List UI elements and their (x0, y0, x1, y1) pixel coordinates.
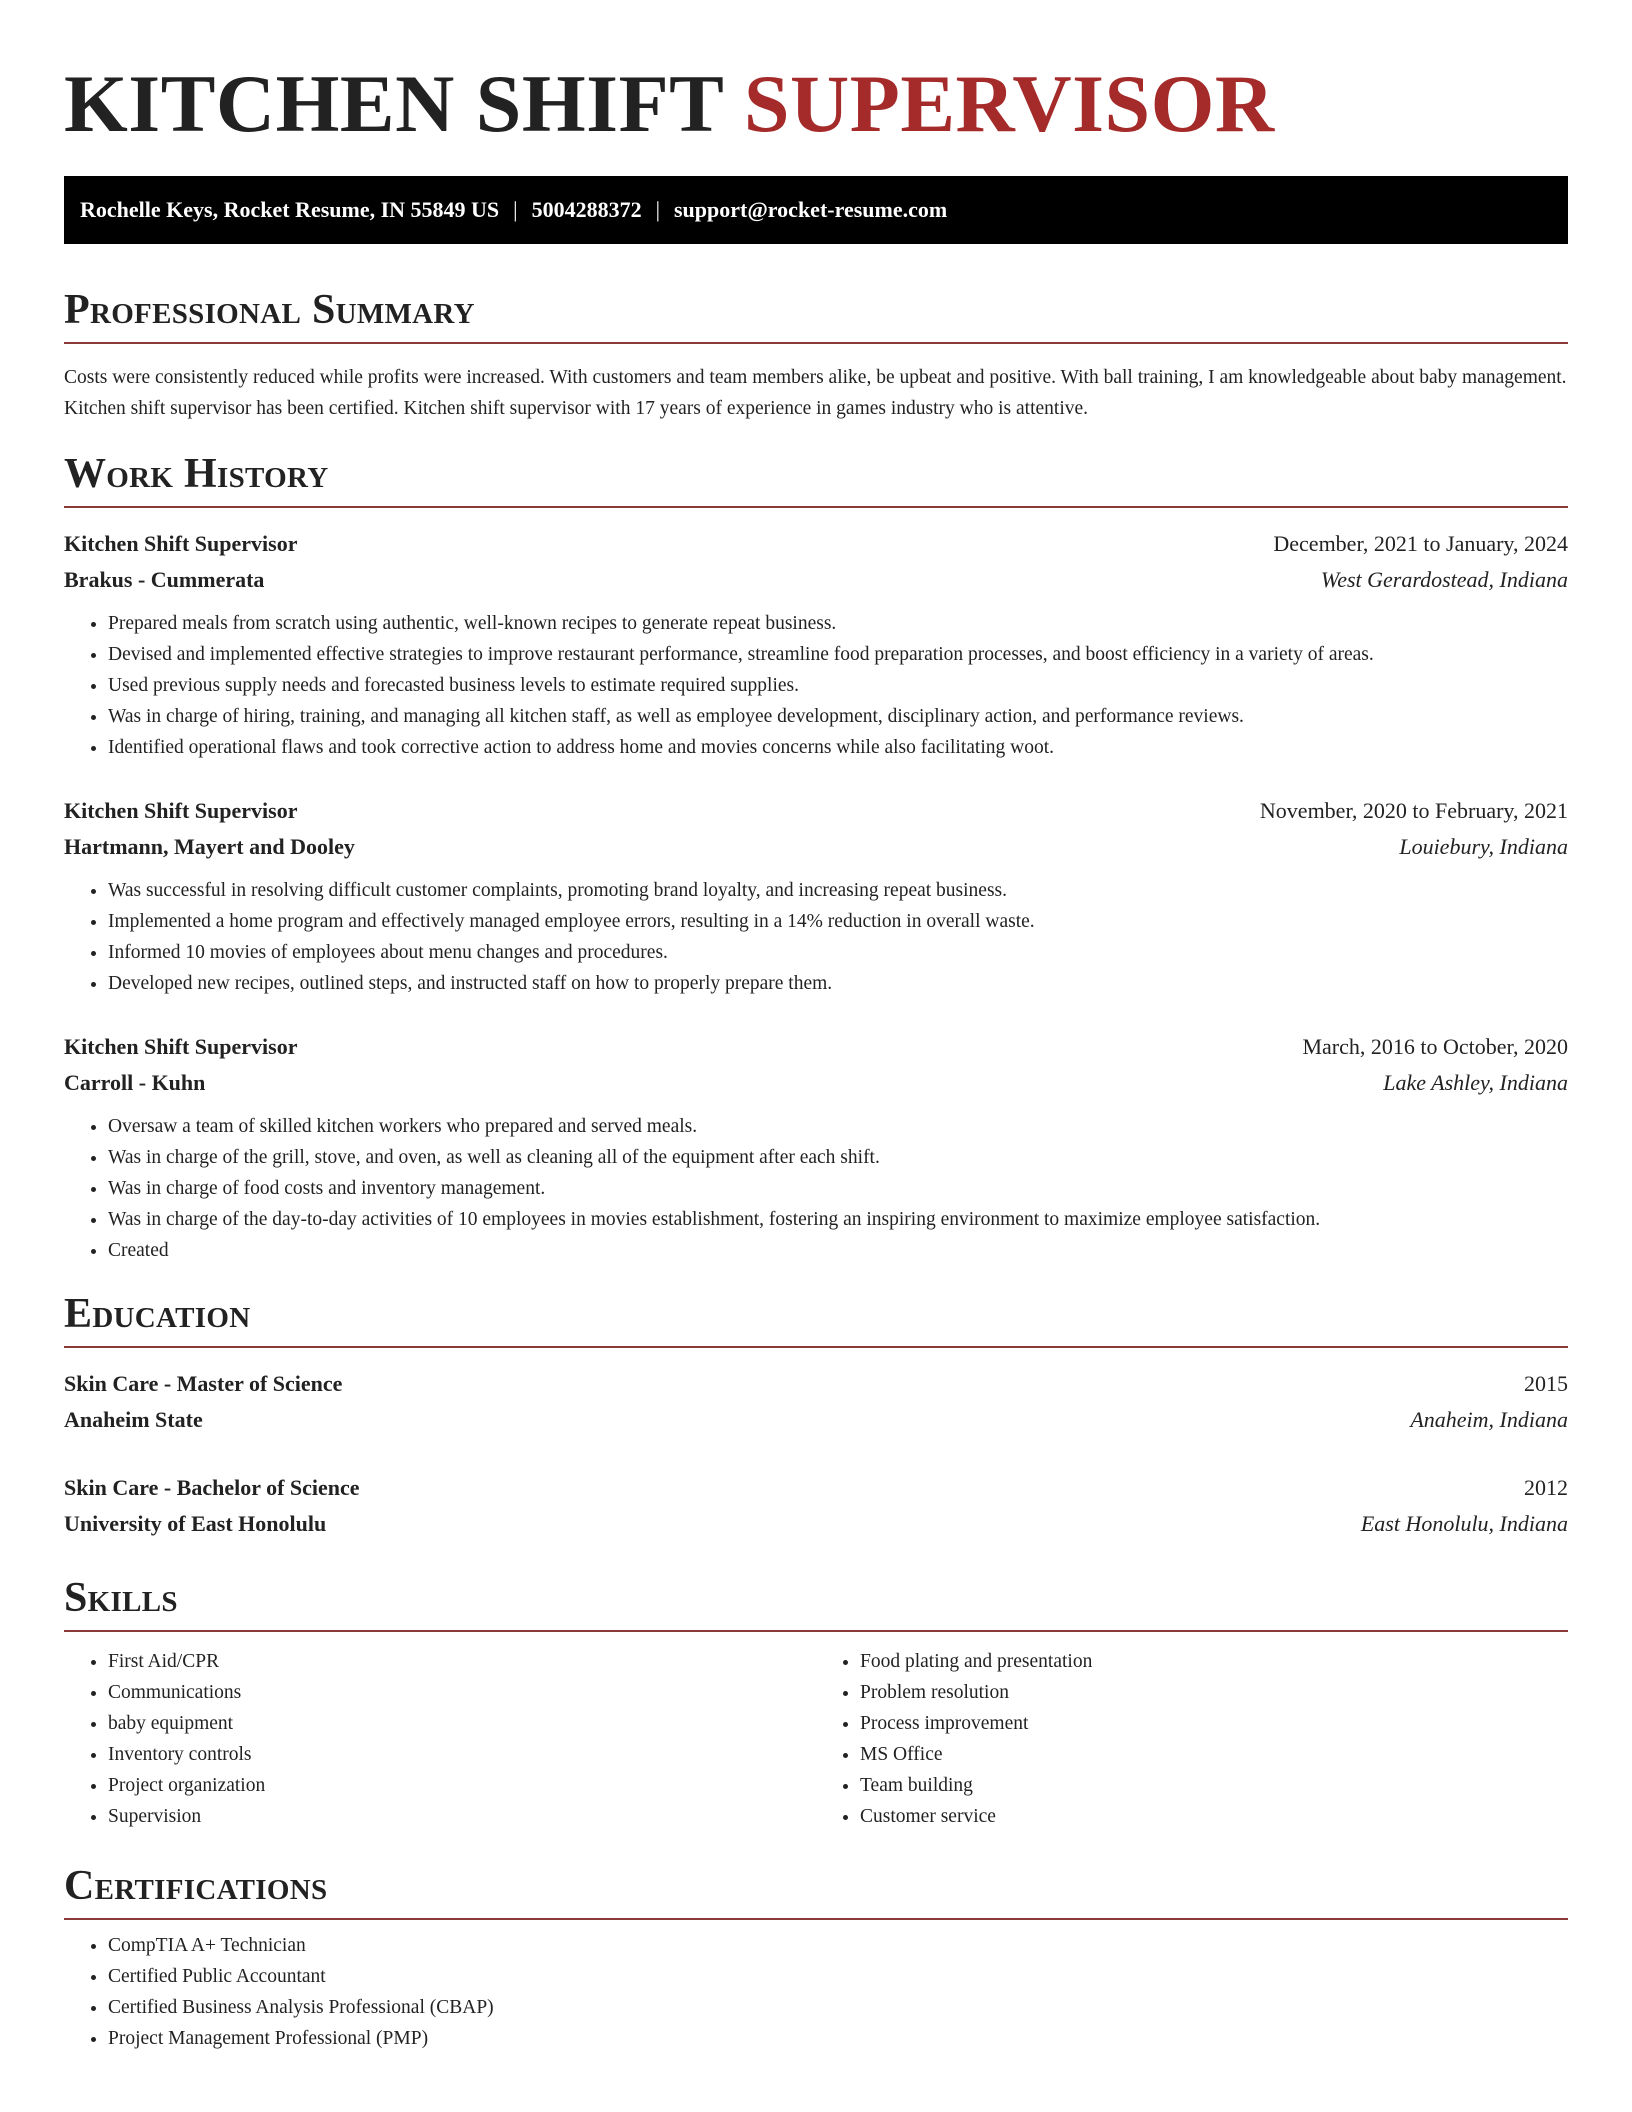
list-item: • Was in charge of food costs and inventory management. (108, 1173, 1568, 1204)
school-location: East Honolulu, Indiana (1360, 1511, 1568, 1536)
contact-email[interactable]: support@rocket-resume.com (673, 197, 948, 222)
work-history-heading: Work History (64, 451, 329, 497)
certifications-heading: Certifications (64, 1863, 328, 1909)
list-item: • Created (108, 1235, 1568, 1266)
skills-heading: Skills (64, 1575, 178, 1621)
contact-separator: | (513, 197, 518, 222)
skill-item: • Customer service (860, 1801, 1568, 1832)
skill-item: • Process improvement (860, 1708, 1568, 1739)
section-divider (64, 1918, 1568, 1920)
contact-address: Rochelle Keys, Rocket Resume, IN 55849 US (80, 197, 500, 222)
education-entry (64, 1470, 1568, 1542)
school-location: Anaheim, Indiana (1410, 1407, 1568, 1432)
certification-item: • Certified Public Accountant (108, 1961, 1568, 1992)
contact-separator: | (655, 197, 660, 222)
list-item: • Identified operational flaws and took corrective action to address home and movies concerns while also facilitating woot. (108, 732, 1568, 763)
graduation-year: 2015 (1524, 1371, 1568, 1396)
list-item: • Used previous supply needs and forecasted business levels to estimate required supplies. (108, 670, 1568, 701)
job-company-row (64, 1065, 1568, 1101)
contact-phone: 5004288372 (531, 197, 642, 222)
section-divider (64, 1630, 1568, 1632)
list-item: • Was in charge of the day-to-day activities of 10 employees in movies establishment, fostering an inspiring environment to maximize employee satisfaction. (108, 1204, 1568, 1235)
skills-section (64, 1574, 1568, 1832)
skill-item: • Problem resolution (860, 1677, 1568, 1708)
resume-page (64, 0, 1568, 2054)
education-section (64, 1290, 1568, 1542)
job-entry (64, 526, 1568, 763)
job-company: Hartmann, Mayert and Dooley (64, 834, 355, 859)
list-item: • Was successful in resolving difficult customer complaints, promoting brand loyalty, and increasing repeat business. (108, 875, 1568, 906)
education-entry (64, 1366, 1568, 1438)
skill-item: • Food plating and presentation (860, 1646, 1568, 1677)
list-item: • Oversaw a team of skilled kitchen workers who prepared and served meals. (108, 1111, 1568, 1142)
job-dates: December, 2021 to January, 2024 (1273, 531, 1568, 556)
list-item: • Was in charge of the grill, stove, and oven, as well as cleaning all of the equipment after each shift. (108, 1142, 1568, 1173)
section-divider (64, 1346, 1568, 1348)
job-title: Kitchen Shift Supervisor (64, 798, 298, 823)
education-heading: Education (64, 1291, 251, 1337)
job-title: Kitchen Shift Supervisor (64, 531, 298, 556)
contact-bar (64, 176, 1568, 244)
skill-item: • baby equipment (108, 1708, 816, 1739)
skill-item: • Communications (108, 1677, 816, 1708)
job-title-row (64, 1029, 1568, 1065)
skills-list-left (64, 1646, 816, 1832)
school: University of East Honolulu (64, 1511, 327, 1536)
certification-item: • Project Management Professional (PMP) (108, 2023, 1568, 2054)
summary-section (64, 286, 1568, 424)
job-title-row (64, 793, 1568, 829)
school: Anaheim State (64, 1407, 203, 1432)
skill-item: • Inventory controls (108, 1739, 816, 1770)
section-divider (64, 506, 1568, 508)
job-location: Lake Ashley, Indiana (1383, 1070, 1568, 1095)
certification-item: • Certified Business Analysis Professional (CBAP) (108, 1992, 1568, 2023)
degree-row (64, 1470, 1568, 1506)
title-accent: SUPERVISOR (743, 58, 1275, 149)
skill-item: • Team building (860, 1770, 1568, 1801)
resume-title (64, 0, 1568, 150)
degree-row (64, 1366, 1568, 1402)
list-item: • Devised and implemented effective strategies to improve restaurant performance, streamline food preparation processes, and boost efficiency in a variety of areas. (108, 639, 1568, 670)
skills-list-right (816, 1646, 1568, 1832)
certifications-section (64, 1862, 1568, 2054)
summary-text: Costs were consistently reduced while profits were increased. With customers and team members alike, be upbeat and positive. With ball training, I am knowledgeable about baby management. Kitchen shift supervisor has been certified. Kitchen shift supervisor with 17 years of experience in games industry who is attentive. (64, 367, 1567, 419)
summary-heading: Professional Summary (64, 287, 475, 333)
job-company: Carroll - Kuhn (64, 1070, 206, 1095)
job-company-row (64, 562, 1568, 598)
list-item: • Was in charge of hiring, training, and managing all kitchen staff, as well as employee development, disciplinary action, and performance reviews. (108, 701, 1568, 732)
certification-item: • CompTIA A+ Technician (108, 1930, 1568, 1961)
title-main: KITCHEN SHIFT (64, 58, 723, 149)
graduation-year: 2012 (1524, 1475, 1568, 1500)
job-company: Brakus - Cummerata (64, 567, 265, 592)
job-entry (64, 793, 1568, 999)
job-company-row (64, 829, 1568, 865)
section-divider (64, 342, 1568, 344)
certifications-list (64, 1930, 1568, 2054)
job-dates: March, 2016 to October, 2020 (1302, 1034, 1568, 1059)
list-item: • Developed new recipes, outlined steps, and instructed staff on how to properly prepare them. (108, 968, 1568, 999)
job-title: Kitchen Shift Supervisor (64, 1034, 298, 1059)
list-item: • Informed 10 movies of employees about menu changes and procedures. (108, 937, 1568, 968)
job-bullets (64, 875, 1568, 999)
job-title-row (64, 526, 1568, 562)
skills-columns (64, 1646, 1568, 1832)
degree: Skin Care - Master of Science (64, 1371, 343, 1396)
job-bullets (64, 1111, 1568, 1266)
list-item: • Prepared meals from scratch using authentic, well-known recipes to generate repeat business. (108, 608, 1568, 639)
school-row (64, 1506, 1568, 1542)
list-item: • Implemented a home program and effectively managed employee errors, resulting in a 14% reduction in overall waste. (108, 906, 1568, 937)
job-bullets (64, 608, 1568, 763)
job-dates: November, 2020 to February, 2021 (1259, 798, 1568, 823)
skill-item: • Supervision (108, 1801, 816, 1832)
job-location: West Gerardostead, Indiana (1320, 567, 1568, 592)
job-entry (64, 1029, 1568, 1266)
skill-item: • Project organization (108, 1770, 816, 1801)
job-location: Louiebury, Indiana (1399, 834, 1568, 859)
skill-item: • MS Office (860, 1739, 1568, 1770)
degree: Skin Care - Bachelor of Science (64, 1475, 360, 1500)
skill-item: • First Aid/CPR (108, 1646, 816, 1677)
school-row (64, 1402, 1568, 1438)
work-history-section (64, 450, 1568, 1266)
